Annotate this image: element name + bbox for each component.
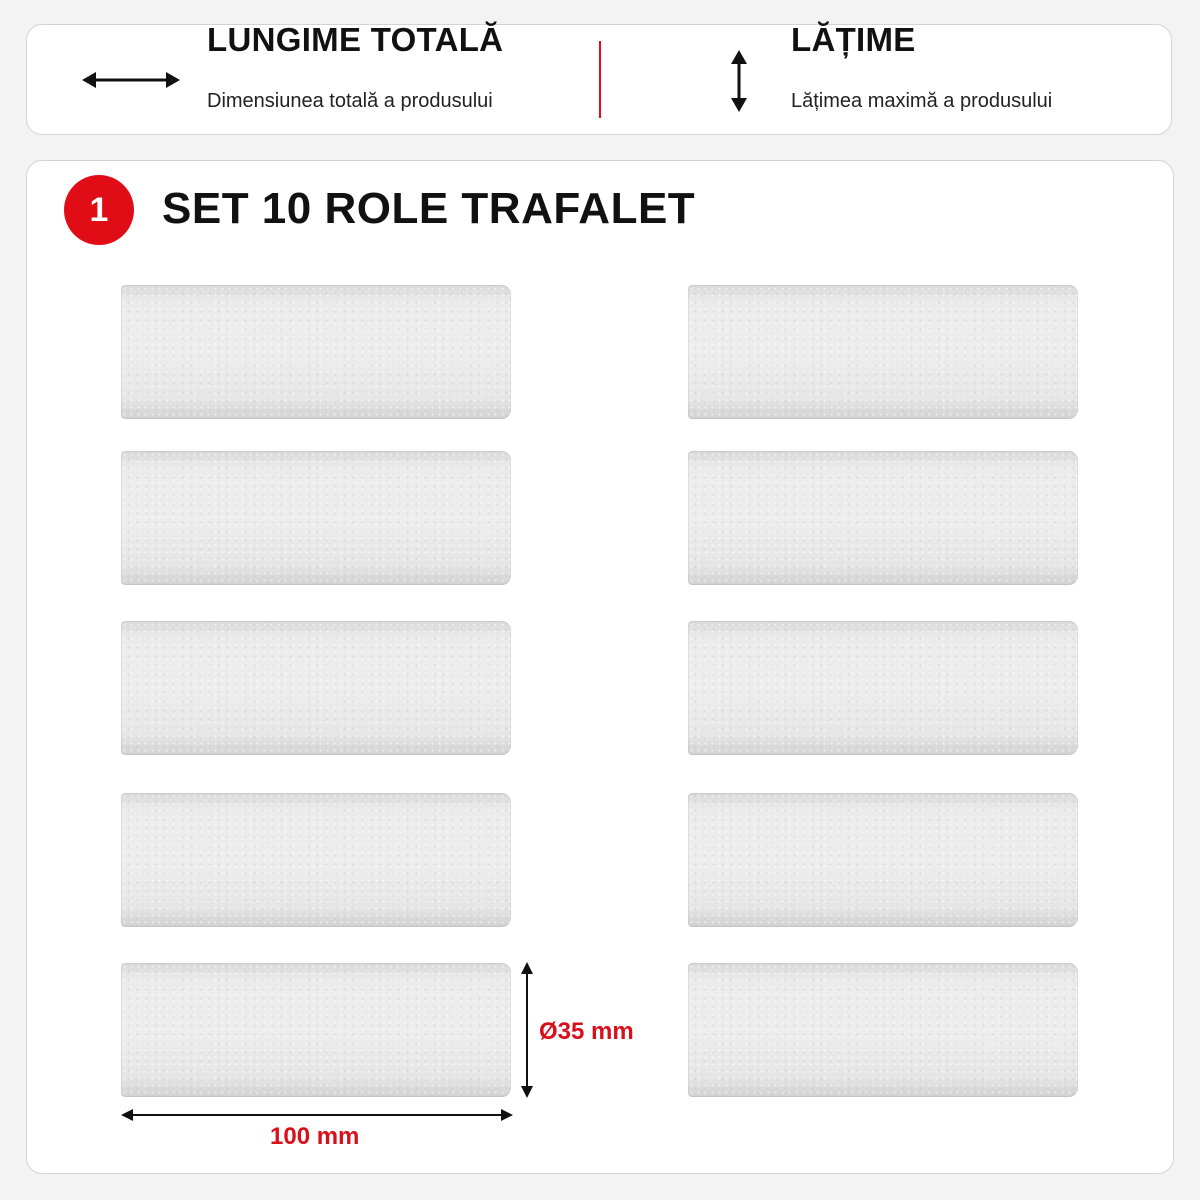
foam-roller — [121, 621, 511, 755]
foam-roller — [121, 285, 511, 419]
foam-roller — [688, 285, 1078, 419]
foam-roller — [121, 793, 511, 927]
length-dimension-label: 100 mm — [270, 1123, 360, 1150]
foam-roller — [121, 963, 511, 1097]
section-number-badge: 1 — [64, 175, 134, 245]
foam-roller — [688, 621, 1078, 755]
foam-roller — [121, 451, 511, 585]
width-legend-description: Lățimea maximă a produsului — [791, 90, 1053, 112]
foam-roller — [688, 793, 1078, 927]
length-legend-title: LUNGIME TOTALĂ — [207, 21, 504, 58]
legend-divider — [599, 41, 601, 118]
horizontal-double-arrow-icon — [82, 70, 180, 90]
width-legend-title: LĂȚIME — [791, 21, 916, 58]
vertical-double-arrow-icon — [729, 50, 749, 112]
diameter-dimension-arrow — [519, 962, 535, 1098]
length-dimension-arrow — [121, 1107, 513, 1123]
diameter-dimension-label: Ø35 mm — [539, 1018, 634, 1045]
length-legend-description: Dimensiunea totală a produsului — [207, 90, 493, 112]
foam-roller — [688, 963, 1078, 1097]
section-title: SET 10 ROLE TRAFALET — [162, 184, 696, 233]
foam-roller — [688, 451, 1078, 585]
